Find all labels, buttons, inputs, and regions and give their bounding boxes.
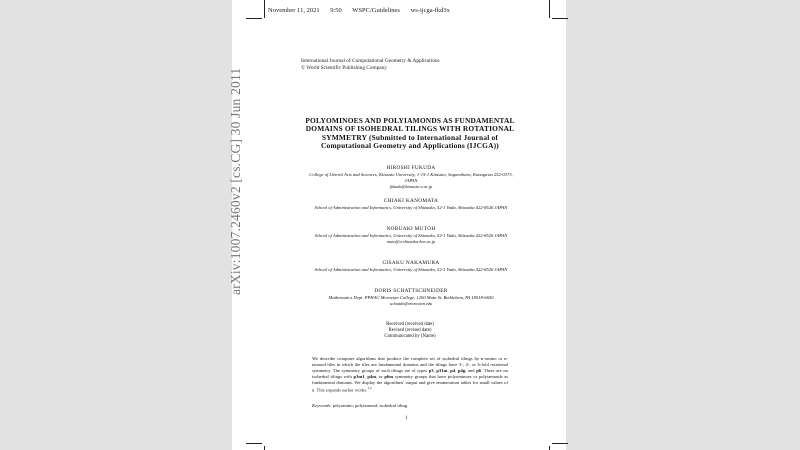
- author-block: [306, 165, 516, 190]
- author-name: GISAKU NAKAMURA: [382, 260, 440, 266]
- group-name: p4g: [457, 367, 466, 373]
- abstract: [312, 356, 508, 393]
- author-name: CHIAKI KANOMATA: [383, 198, 439, 204]
- author-email: schattdo@moravian.edu: [389, 301, 433, 306]
- author-name: NOBUAKI MUTOH: [386, 226, 436, 232]
- crop-mark: [552, 18, 568, 19]
- author-affiliation: School of Administration and Informatics, University of Shizuoka, 52-1 Yada, Shizuoka 422-8526 JAPAN: [314, 267, 508, 272]
- crop-mark: [264, 446, 265, 450]
- author-affiliation: School of Administration and Informatics, University of Shizuoka, 52-1 Yada, Shizuoka 422-8526 JAPAN: [314, 233, 508, 238]
- author-block: [306, 226, 516, 245]
- keywords-text: : polyomino; polyiamond; isohedral tiling.: [330, 403, 409, 408]
- abstract-text: symmetry groups that have polyominoes or polyiamonds as fundamental domains. We display the algorithms' output and give enumeration tables for small values of n. This expands earlier works.: [312, 373, 509, 393]
- group-name: p6m: [384, 373, 394, 379]
- abstract-text: ,: [455, 367, 458, 373]
- abstract-text: . There are no isohedral tilings with: [312, 367, 509, 379]
- abstract-text: , and: [465, 367, 477, 373]
- header-time: 9:50: [330, 7, 342, 14]
- author-email: fukuda@kitasato-u.ac.jp: [389, 184, 433, 189]
- author-affiliation: Mathematics Dept. PPHAC Moravian College, 1200 Main St. Bethlehem, PA 18018-6650: [328, 295, 494, 300]
- author-name: DORIS SCHATTSCHNEIDER: [374, 288, 448, 294]
- abstract-text: ,: [433, 367, 437, 373]
- author-affiliation: College of Liberal Arts and Sciences, Kitasato University, 1-15-1 Kitasato, Sagamihara, Kanagawa 252-0373, JAPAN: [309, 172, 513, 183]
- keywords: [312, 403, 508, 409]
- author-block: [306, 198, 516, 211]
- submission-dates: [340, 322, 480, 340]
- keywords-label: Keywords: [312, 403, 331, 408]
- revised-date: Revised (revised date): [388, 328, 432, 333]
- group-name: p4: [450, 367, 456, 373]
- author-affiliation: School of Administration and Informatics, University of Shizuoka, 52-1 Yada, Shizuoka 422-8526 JAPAN: [314, 205, 508, 210]
- viewer-background-right: [566, 0, 800, 450]
- viewer-background-left: [0, 0, 232, 450]
- paper-title: POLYOMINOES AND POLYIAMONDS AS FUNDAMENTAL DOMAINS OF ISOHEDRAL TILINGS WITH ROTATIONAL SYMMETRY (Submitted to International Journal of Computational Geometry and Applications (IJCGA)): [305, 116, 515, 150]
- group-name: p3: [428, 367, 434, 373]
- crop-mark: [246, 443, 262, 444]
- crop-mark: [552, 443, 568, 444]
- journal-name: International Journal of Computational Geometry & Applications: [301, 58, 440, 64]
- page-number: 1: [405, 416, 408, 421]
- crop-mark: [549, 0, 550, 18]
- communicated-by: Communicated by (Name): [384, 334, 436, 339]
- author-email: muto@u-shizuoka-ken.ac.jp: [386, 239, 436, 244]
- author-block: [306, 260, 516, 273]
- crop-mark: [246, 18, 262, 19]
- group-name: p3m1: [353, 373, 365, 379]
- header-publisher: WSPC/Guidelines: [352, 7, 400, 14]
- journal-copyright: © World Scientific Publishing Company: [301, 65, 387, 71]
- arxiv-stamp: arXiv:1007.2460v2 [cs.CG] 30 Jun 2011: [228, 67, 243, 295]
- header-file: ws-ijcga-fkd3x: [410, 7, 450, 14]
- group-name: p4m: [367, 373, 377, 379]
- abstract-text: ,: [364, 373, 368, 379]
- citation-ref[interactable]: 1,2: [367, 385, 372, 390]
- group-name: p6: [476, 367, 482, 373]
- author-block: [306, 288, 516, 307]
- group-name: p31m: [436, 367, 448, 373]
- received-date: Received (received date): [386, 322, 434, 327]
- abstract-text: ,: [447, 367, 451, 373]
- header-date: November 11, 2021: [268, 7, 320, 14]
- crop-mark: [549, 446, 550, 450]
- running-header: [268, 7, 459, 14]
- abstract-text: We describe computer algorithms that produce the complete set of isohedral tilings by n-omino or n-iamond tiles in which the tiles are fundamental domains and the tilings have 3-, 4-, or 6-fold rotational symmetry. The symmetry groups of such tilings are of types: [312, 356, 508, 373]
- crop-mark: [264, 0, 265, 18]
- abstract-text: , or: [376, 373, 385, 379]
- author-name: HIROSHI FUKUDA: [386, 165, 436, 171]
- journal-info: [301, 58, 440, 72]
